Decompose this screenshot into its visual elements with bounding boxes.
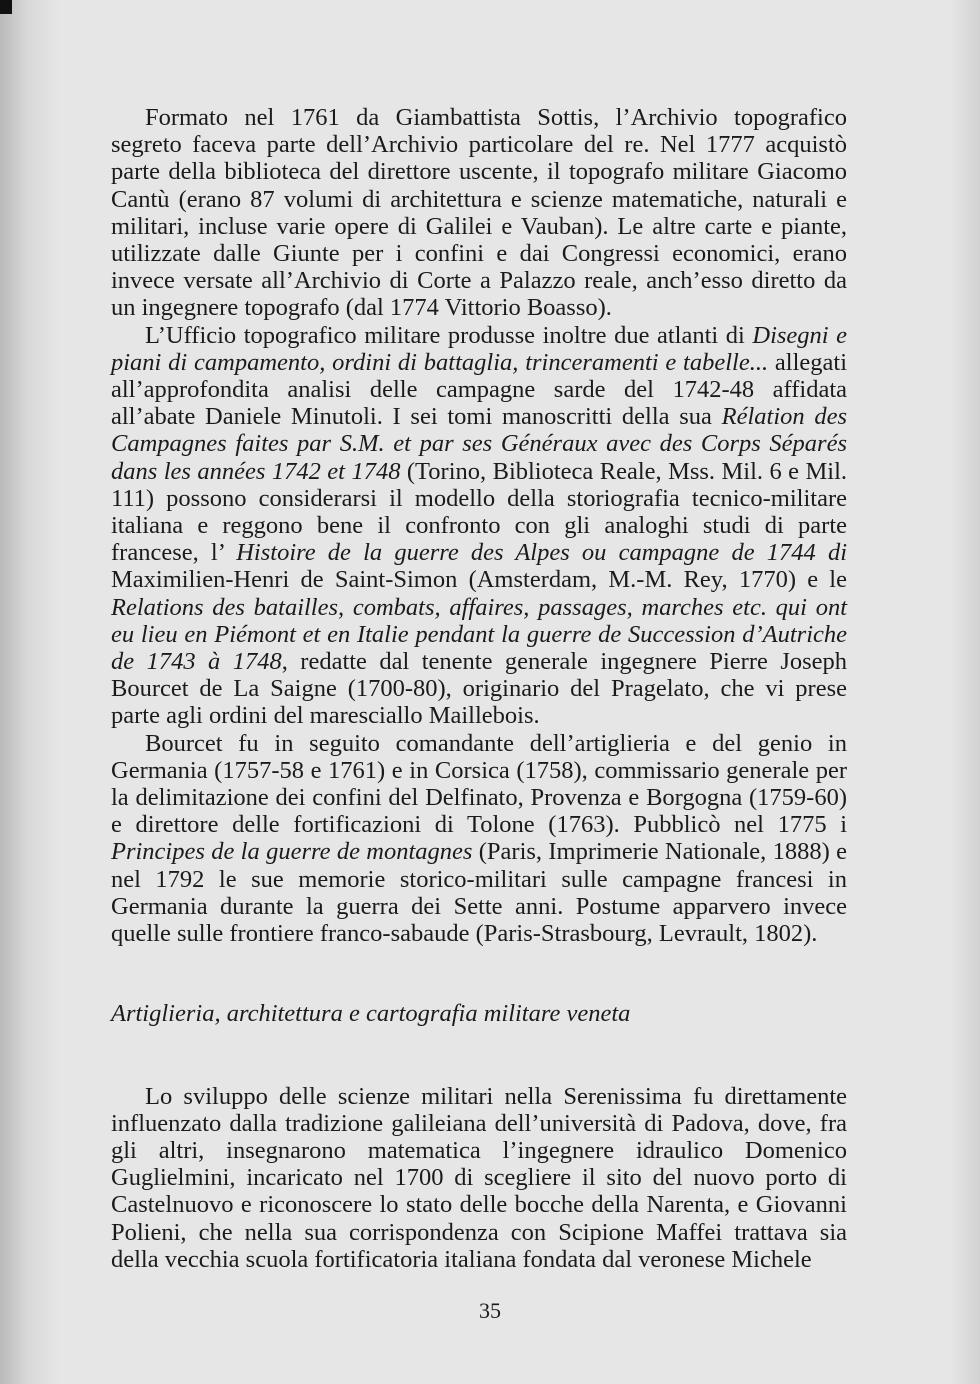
scan-corner-mark [0, 0, 12, 14]
section-heading: Artiglieria, architettura e cartografia militare veneta [111, 1000, 631, 1028]
paragraph-archivio-topografico [111, 104, 847, 322]
italic-title: Disegni e piani di campamento, ordini di battaglia, trinceramenti e tabelle... [111, 321, 848, 376]
paragraph-ufficio-topografico [111, 322, 847, 730]
text-run: L’Ufficio topografico militare produsse inoltre due atlanti di [145, 321, 753, 349]
paragraph-scienze-militari [111, 1083, 847, 1273]
italic-title: Principes de la guerre de montagnes [111, 838, 473, 866]
text-run: (Paris, Imprimerie Nationale, 1888) e nel 1792 le sue memorie storico-militari sulle campagne francesi in Germania durante la guerra dei Sette anni. Postume apparvero invece quelle sulle frontiere franco-sabaude (Paris-Strasbourg, Levrault, 1802). [111, 838, 847, 948]
text-run: allegati all’approfondita analisi delle campagne sarde del 1742-48 affidata all’abate Daniele Minutoli. I sei tomi manoscritti della sua [111, 348, 847, 431]
page-body [111, 104, 847, 1273]
text-run: , redatte dal tenente generale ingegnere Pierre Joseph Bourcet de La Saigne (1700-80), originario del Pragelato, che vi prese parte agli ordini del maresciallo Maillebois. [111, 648, 848, 730]
italic-title: Relations des batailles, combats, affaires, passages, marches etc. qui ont eu lieu en Piémont et en Italie pendant la guerre de Succession d’Autriche de 1743 à 1748 [111, 593, 847, 676]
text-run: Maximilien-Henri de Saint-Simon (Amsterdam, M.-M. Rey, 1770) e le [111, 566, 847, 594]
italic-title: Rélation des Campagnes faites par S.M. et par ses Généraux avec des Corps Séparés dans les années 1742 et 1748 [111, 403, 848, 485]
scan-shadow-right [950, 0, 980, 1384]
text-run: Bourcet fu in seguito comandante dell’artiglieria e del genio in Germania (1757-58 e 1761) e in Corsica (1758), commissario generale per la delimitazione dei confini del Delfinato, Provenza e Borgogna (1759-60) e direttore delle fortificazioni di Tolone (1763). Pubblicò nel 1775 i [111, 729, 847, 839]
paragraph-bourcet [111, 730, 847, 948]
page-number: 35 [479, 1298, 501, 1323]
text-run: Formato nel 1761 da Giambattista Sottis, l’Archivio topografico segreto faceva parte dell’Archivio particolare del re. Nel 1777 acquistò parte della biblioteca del direttore uscente, il topografo militare Giacomo Cantù (erano 87 volumi di architettura e scienze matematiche, naturali e militari, incluse varie opere di Galilei e Vauban). Le altre carte e piante, utilizzate dalle Giunte per i confini e dai Congressi economici, erano invece versate all’Archivio di Corte a Palazzo reale, anch’esso diretto da un ingegnere topografo (dal 1774 Vittorio Boasso). [111, 104, 847, 322]
italic-title: Histoire de la guerre des Alpes ou campagne de 1744 di [236, 539, 847, 567]
scan-shadow-left [0, 0, 60, 1384]
text-run: (Torino, Biblioteca Reale, Mss. Mil. 6 e Mil. 111) possono considerarsi il modello della storiografia tecnico-militare italiana e reggono bene il confronto con gli analoghi studi di parte francese, l’ [111, 457, 848, 567]
text-run: Lo sviluppo delle scienze militari nella Serenissima fu direttamente influenzato dalla tradizione galileiana dell’università di Padova, dove, fra gli altri, insegnarono matematica l’ingegnere idraulico Domenico Guglielmini, incaricato nel 1700 di scegliere il sito del nuovo porto di Castelnuovo e riconoscere lo stato delle bocche della Narenta, e Giovanni Polieni, che nella sua corrispondenza con Scipione Maffei trattava sia della vecchia scuola fortificatoria italiana fondata dal veronese Michele [111, 1082, 847, 1273]
